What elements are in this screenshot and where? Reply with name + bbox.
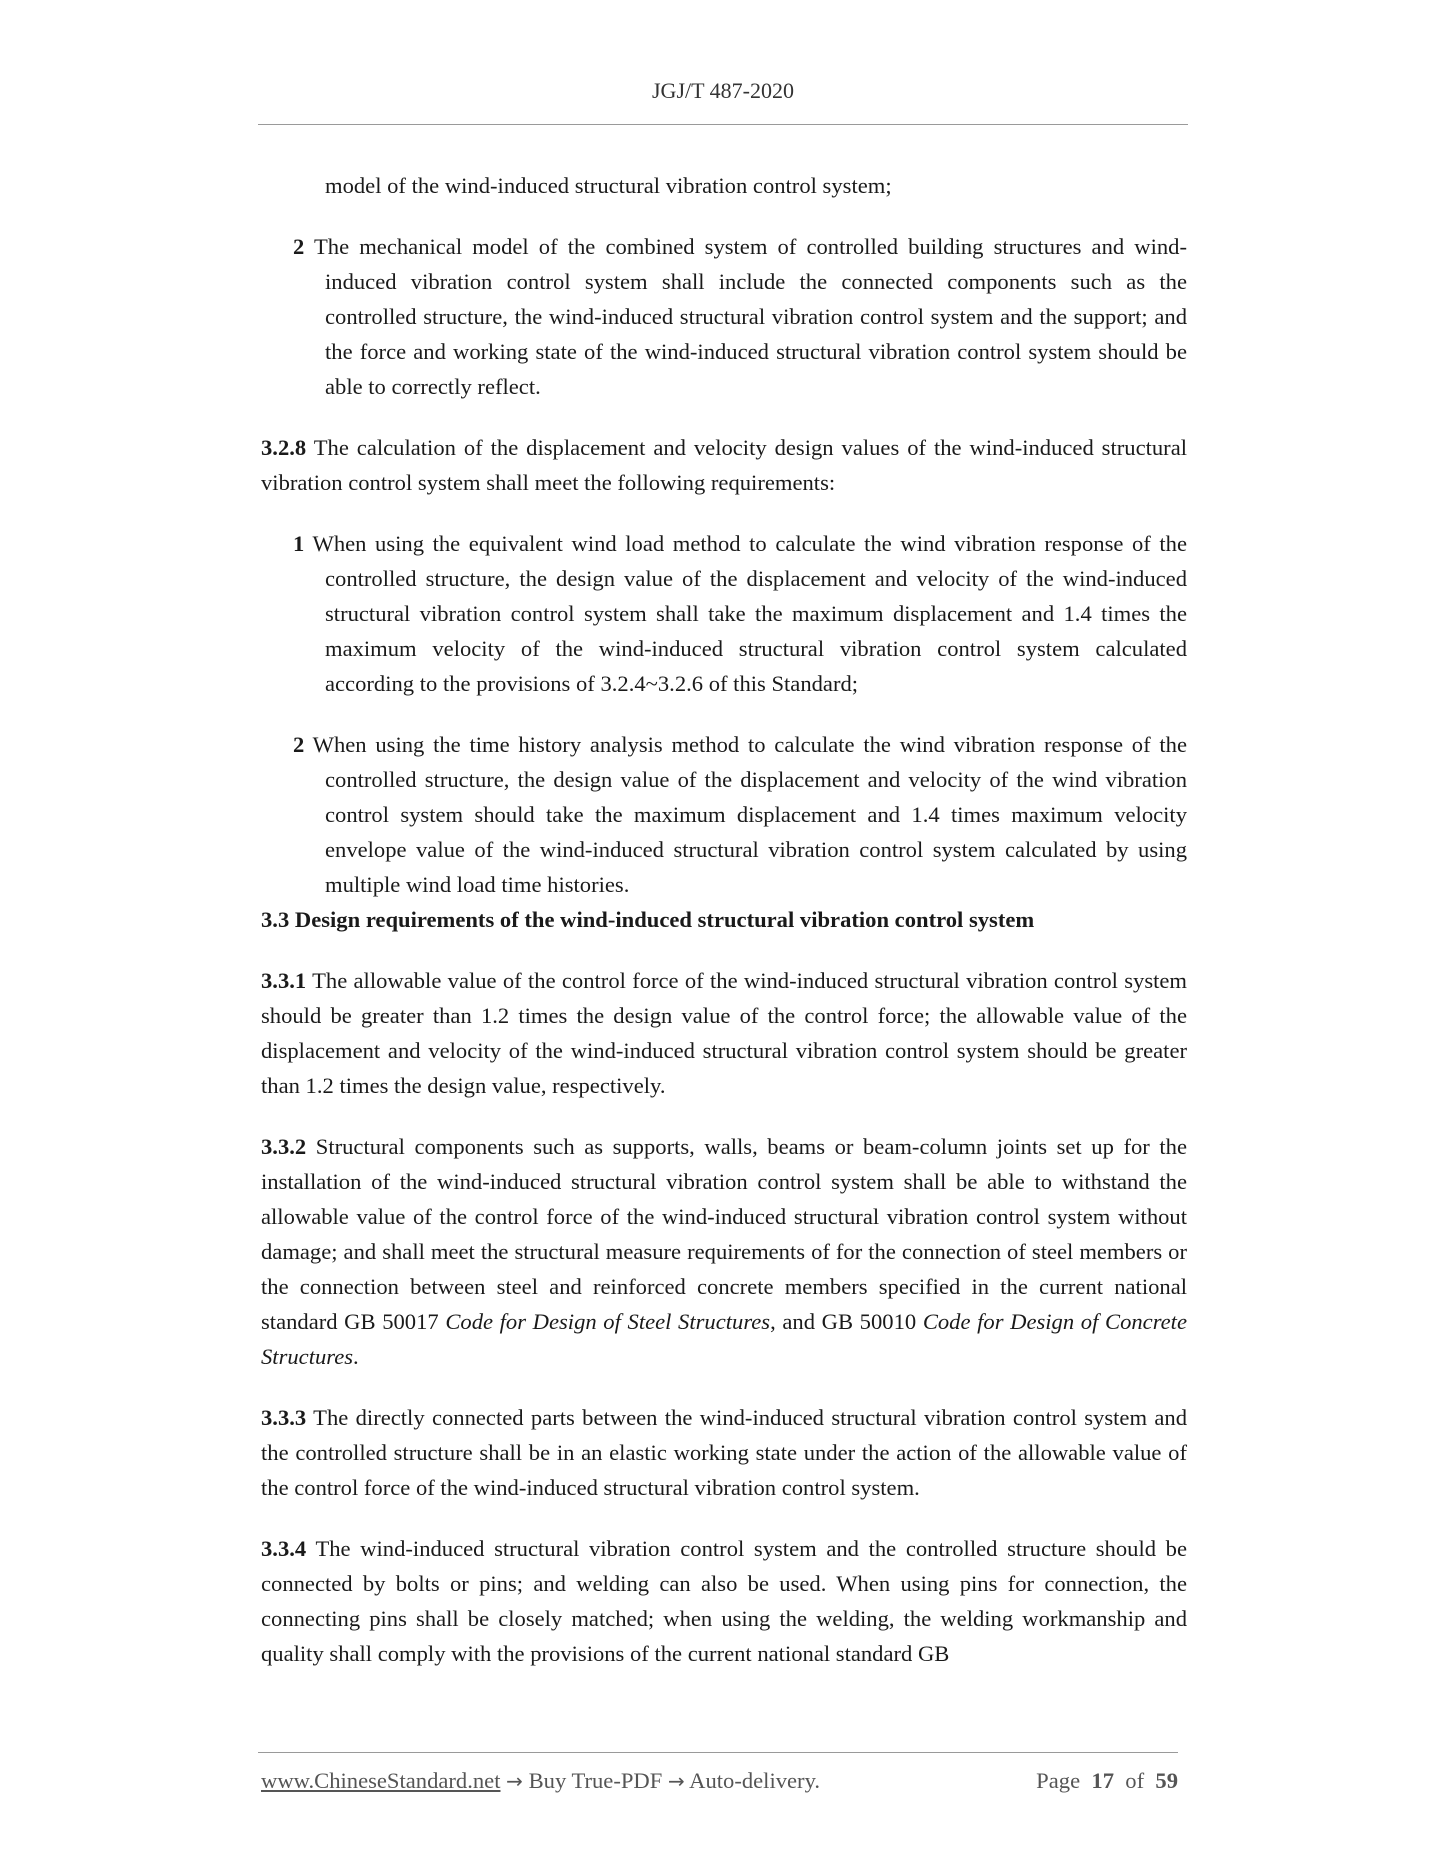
section-heading-3-3: 3.3 Design requirements of the wind-induced structural vibration control system — [261, 907, 1035, 932]
auto-delivery-text: Auto-delivery. — [689, 1768, 821, 1793]
arrow-right-icon: → — [667, 1769, 685, 1793]
standard-title: Code for Design of Steel Structures — [445, 1309, 771, 1334]
clause-3-3-1: 3.3.1 The allowable value of the control force of the wind-induced structural vibration control system should be greater than 1.2 times the design value of the control force; the allowable value of the displacement and velocity of the wind-induced structural vibration control system should be greater than 1.2 times the design value, respectively. — [261, 968, 1187, 1098]
list-item: 1 When using the equivalent wind load method to calculate the wind vibration response of the controlled structure, the design value of the displacement and velocity of the wind-induced structural vibration control system shall take the maximum displacement and 1.4 times the maximum velocity of the wind-induced structural vibration control system calculated according to the provisions of 3.2.4~3.2.6 of this Standard; — [293, 531, 1188, 696]
clause-3-3-3: 3.3.3 The directly connected parts between the wind-induced structural vibration control system and the controlled structure shall be in an elastic working state under the action of the allowable value of the control force of the wind-induced structural vibration control system. — [261, 1405, 1187, 1500]
document-code-header: JGJ/T 487-2020 — [652, 78, 794, 103]
page-number: Page 17 of 59 — [1036, 1768, 1178, 1793]
buy-pdf-text: Buy True-PDF — [528, 1768, 663, 1793]
header-divider — [258, 124, 1188, 125]
continued-line: model of the wind-induced structural vibration control system; — [325, 173, 892, 198]
website-link[interactable]: www.ChineseStandard.net — [261, 1768, 501, 1793]
clause-3-2-8: 3.2.8 The calculation of the displacement and velocity design values of the wind-induced structural vibration control system shall meet the following requirements: — [261, 435, 1188, 495]
list-item: 2 When using the time history analysis method to calculate the wind vibration response of the controlled structure, the design value of the displacement and velocity of the wind vibration control system should take the maximum displacement and 1.4 times maximum velocity envelope value of the wind-induced structural vibration control system calculated by using multiple wind load time histories. — [293, 732, 1187, 897]
clause-3-3-2: 3.3.2 Structural components such as supports, walls, beams or beam-column joints set up for the installation of the wind-induced structural vibration control system shall be able to withstand the allowable value of the control force of the wind-induced structural vibration control system without damage; and shall meet the structural measure requirements of for the connection of steel members or the connection between steel and reinforced concrete members specified in the current national standard GB 50017 Code for Design of Steel Structures, and GB 50010 Code for Design of Concrete Structures. — [261, 1134, 1187, 1369]
arrow-right-icon: → — [506, 1769, 523, 1793]
standard-title: Code for Design of Concrete Structures — [261, 1309, 1187, 1369]
list-item: 2 The mechanical model of the combined system of controlled building structures and wind-induced vibration control system shall include the connected components such as the controlled structure, the wind-induced structural vibration control system and the support; and the force and working state of the wind-induced structural vibration control system should be able to correctly reflect. — [293, 234, 1187, 399]
footer-divider — [258, 1752, 1178, 1753]
page-body — [261, 168, 1187, 1671]
clause-3-3-4: 3.3.4 The wind-induced structural vibration control system and the controlled structure should be connected by bolts or pins; and welding can also be used. When using pins for connection, the connecting pins shall be closely matched; when using the welding, the welding workmanship and quality shall comply with the provisions of the current national standard GB — [261, 1536, 1187, 1666]
